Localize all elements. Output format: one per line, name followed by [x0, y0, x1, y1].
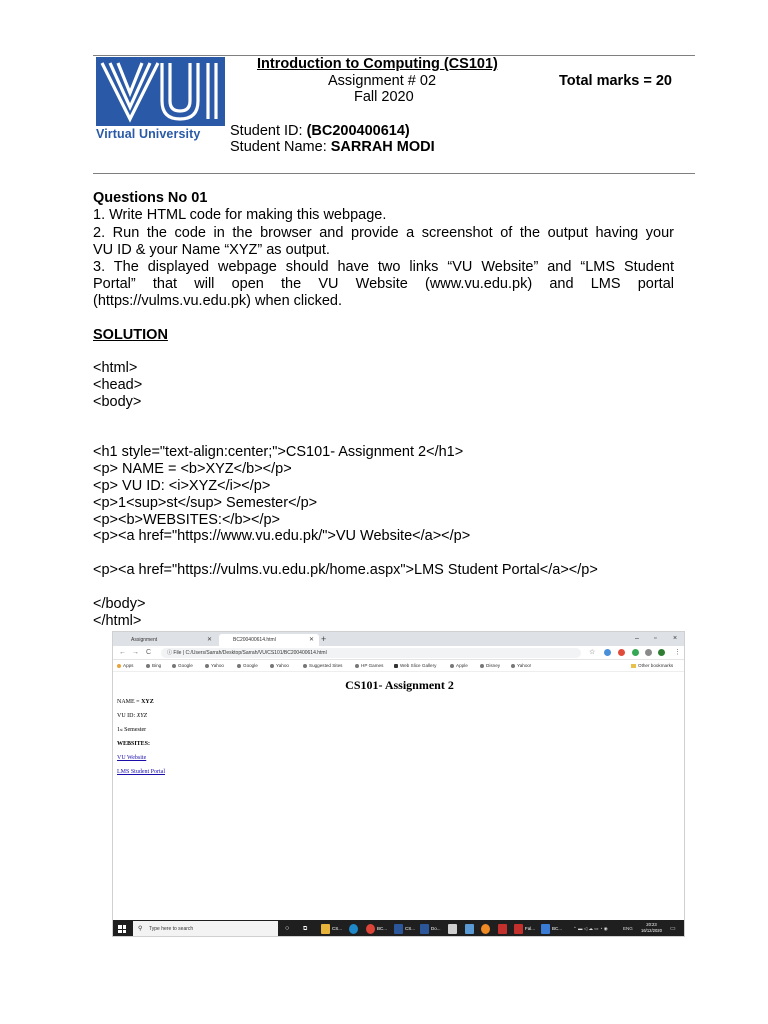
code-line: <h1 style="text-align:center;">CS101- Assignment 2</h1>: [93, 444, 464, 460]
bookmark-label: Yahoo: [211, 663, 224, 668]
term: Fall 2020: [354, 89, 414, 105]
vu-website-link[interactable]: VU Website: [117, 755, 147, 761]
bookmark-item[interactable]: [172, 660, 193, 672]
bookmark-item[interactable]: [511, 660, 531, 672]
other-bookmarks[interactable]: [631, 660, 673, 672]
globe-icon: [237, 664, 241, 668]
task-view-icon[interactable]: ⧉: [303, 926, 308, 932]
lms-portal-link[interactable]: LMS Student Portal: [117, 769, 166, 775]
question-item-3-line: (https://vulms.vu.edu.pk) when clicked.: [93, 293, 343, 309]
notification-icon[interactable]: ▭: [670, 926, 676, 932]
question-item-3-line: Portal” that will open the VU Website (www.vu.edu.pk) and LMS portal: [93, 276, 674, 292]
bookmark-item[interactable]: [146, 660, 161, 672]
taskbar-app-label[interactable]: Do...: [431, 926, 441, 931]
browser-tab[interactable]: [117, 634, 217, 646]
profile-avatar[interactable]: [658, 649, 665, 656]
tab-close-icon[interactable]: ✕: [207, 637, 213, 643]
slice-icon: [394, 664, 398, 668]
bookmark-item[interactable]: [355, 660, 383, 672]
semester-number: 1: [117, 727, 120, 733]
language-indicator[interactable]: ENG: [623, 926, 633, 931]
student-id-value: (BC200400614): [306, 123, 410, 139]
bookmark-item[interactable]: [480, 660, 500, 672]
windows-taskbar: [113, 920, 685, 937]
question-item-1: 1. Write HTML code for making this webpage.: [93, 207, 387, 223]
bookmark-item[interactable]: [205, 660, 224, 672]
globe-icon: [303, 664, 307, 668]
vu-monogram-icon: [96, 57, 225, 126]
name-label: NAME =: [117, 699, 142, 705]
university-logo: [96, 57, 226, 143]
student-name-value: SARRAH MODI: [330, 139, 435, 155]
output-screenshot: [112, 631, 685, 937]
code-line: <p><b>WEBSITES:</b></p>: [93, 512, 281, 528]
websites-heading: WEBSITES:: [117, 741, 151, 747]
pdf-icon[interactable]: [498, 924, 507, 934]
bookmark-star-icon[interactable]: ☆: [589, 649, 596, 656]
student-id-line: [230, 123, 410, 139]
taskbar-search-input[interactable]: [133, 921, 278, 937]
apple-icon: [450, 664, 454, 668]
bookmark-label: HP Games: [361, 663, 384, 668]
globe-icon: [172, 664, 176, 668]
search-placeholder: Type here to search: [149, 926, 194, 932]
name-value: XYZ: [141, 699, 154, 705]
question-heading: Questions No 01: [93, 190, 208, 206]
reload-button[interactable]: C: [146, 649, 152, 656]
code-line: <p><a href="https://www.vu.edu.pk/">VU Website</a></p>: [93, 528, 471, 544]
tab-label: Assignment: [131, 637, 158, 643]
bookmark-item[interactable]: [117, 660, 133, 672]
globe-icon: [480, 664, 484, 668]
bookmark-label: Google: [243, 663, 258, 668]
clock-time: 20:23: [646, 922, 657, 927]
code-line: </html>: [93, 613, 142, 629]
question-item-3: [93, 259, 674, 310]
back-button[interactable]: ←: [119, 649, 126, 656]
browser-tab-bar: [113, 632, 685, 646]
system-tray-icons[interactable]: ⌃ ▬ ◁ ☁ ▭ ◔ ◉: [573, 926, 608, 931]
pdf-icon[interactable]: [514, 924, 523, 934]
globe-icon: [205, 664, 209, 668]
menu-icon[interactable]: ⋮: [674, 649, 681, 656]
question-item-2-line: VU ID & your Name “XYZ” as output.: [93, 242, 330, 258]
semester-suffix: st: [120, 727, 123, 732]
edge-icon[interactable]: [349, 924, 358, 934]
code-line: <head>: [93, 377, 143, 393]
student-id-label: Student ID:: [230, 123, 307, 139]
bookmark-label: Google: [178, 663, 193, 668]
bookmark-label: Web Slice Gallery: [400, 663, 437, 668]
solution-heading: SOLUTION: [93, 327, 168, 343]
vuid-value: XYZ: [136, 713, 148, 719]
bookmark-label: Yahoo: [276, 663, 289, 668]
taskbar-app-label[interactable]: BC...: [552, 926, 563, 931]
folder-icon: [631, 664, 636, 668]
windows-start-icon[interactable]: [118, 925, 126, 933]
globe-icon: [511, 664, 515, 668]
globe-icon: [355, 664, 359, 668]
store-icon[interactable]: [448, 924, 457, 934]
other-bookmarks-label: Other bookmarks: [638, 663, 674, 668]
bookmark-label: Suggested Sites: [309, 663, 343, 668]
mail-icon[interactable]: [465, 924, 474, 934]
search-icon: ⚲: [138, 926, 143, 932]
extension-icon[interactable]: [604, 649, 611, 656]
address-bar[interactable]: ⓘ File | C:/Users/Sarrah/Desktop/Sarrah/VU/CS101/BC200400614.html: [161, 648, 581, 658]
cortana-icon[interactable]: ○: [285, 925, 290, 932]
maximize-button[interactable]: ▫: [654, 635, 657, 642]
new-tab-button[interactable]: +: [321, 634, 327, 644]
code-line: <p> VU ID: <i>XYZ</i></p>: [93, 478, 271, 494]
rendered-webpage: [113, 672, 685, 920]
question-item-2-line: 2. Run the code in the browser and provide a screenshot of the output having your: [93, 225, 674, 241]
logo-mark: [96, 57, 225, 126]
total-marks: Total marks = 20: [559, 73, 672, 89]
logo-caption: Virtual University: [96, 127, 201, 141]
taskbar-app-label[interactable]: CS...: [332, 926, 343, 931]
globe-icon: [146, 664, 150, 668]
student-name-label: Student Name:: [230, 139, 331, 155]
bookmark-item[interactable]: [394, 660, 436, 672]
bookmark-item[interactable]: [237, 660, 258, 672]
semester-text: Semester: [122, 727, 147, 733]
minimize-button[interactable]: –: [635, 635, 639, 642]
bookmark-item[interactable]: [450, 660, 468, 672]
chrome-icon[interactable]: [366, 924, 375, 934]
tab-label: BC200400614.html: [233, 637, 276, 643]
apps-icon: [117, 664, 121, 668]
extension-icon[interactable]: [632, 649, 639, 656]
vuid-line: [117, 713, 147, 719]
bookmark-label: Bing: [152, 663, 162, 668]
browser-toolbar: [113, 646, 685, 660]
bookmark-label: Apple: [456, 663, 468, 668]
extension-icon[interactable]: [645, 649, 652, 656]
tab-close-icon[interactable]: ✕: [309, 637, 315, 643]
bookmark-label: Apps: [123, 663, 134, 668]
taskbar-app-label[interactable]: Fal...: [525, 926, 536, 931]
name-line: [117, 699, 154, 705]
code-line: <html>: [93, 360, 138, 376]
bookmark-item[interactable]: [270, 660, 289, 672]
bookmark-item[interactable]: [303, 660, 342, 672]
bookmark-label: Yahoo!: [517, 663, 532, 668]
header-bottom-rule: [93, 173, 695, 174]
bookmarks-bar: [113, 660, 685, 672]
firefox-icon[interactable]: [481, 924, 490, 934]
taskbar-app-label[interactable]: CS...: [405, 926, 416, 931]
code-line: </body>: [93, 596, 146, 612]
taskbar-app-label[interactable]: BC...: [377, 926, 388, 931]
code-line: <p> NAME = <b>XYZ</b></p>: [93, 461, 292, 477]
vuid-label: VU ID:: [117, 713, 137, 719]
word-icon[interactable]: [420, 924, 429, 934]
question-item-3-line: 3. The displayed webpage should have two links “VU Website” and “LMS Student: [93, 259, 674, 275]
code-line: <p><a href="https://vulms.vu.edu.pk/home.aspx">LMS Student Portal</a></p>: [93, 562, 598, 578]
student-name-line: [230, 139, 435, 155]
code-line: <p>1<sup>st</sup> Semester</p>: [93, 495, 318, 511]
globe-icon: [270, 664, 274, 668]
bookmark-label: Disney: [486, 663, 501, 668]
forward-button[interactable]: →: [132, 649, 139, 656]
question-item-2: [93, 225, 674, 259]
taskbar-clock[interactable]: [641, 922, 662, 934]
close-button[interactable]: ×: [673, 635, 678, 642]
photos-icon[interactable]: [541, 924, 550, 934]
course-title: Introduction to Computing (CS101): [257, 56, 498, 72]
word-icon[interactable]: [394, 924, 403, 934]
browser-tab-active[interactable]: [219, 634, 319, 646]
clock-date: 16/12/2020: [641, 928, 662, 933]
file-explorer-icon[interactable]: [321, 924, 330, 934]
extension-icon[interactable]: [618, 649, 625, 656]
semester-line: [117, 727, 146, 733]
code-line: <body>: [93, 394, 142, 410]
page-heading: CS101- Assignment 2: [345, 678, 454, 692]
assignment-number: Assignment # 02: [328, 73, 437, 89]
